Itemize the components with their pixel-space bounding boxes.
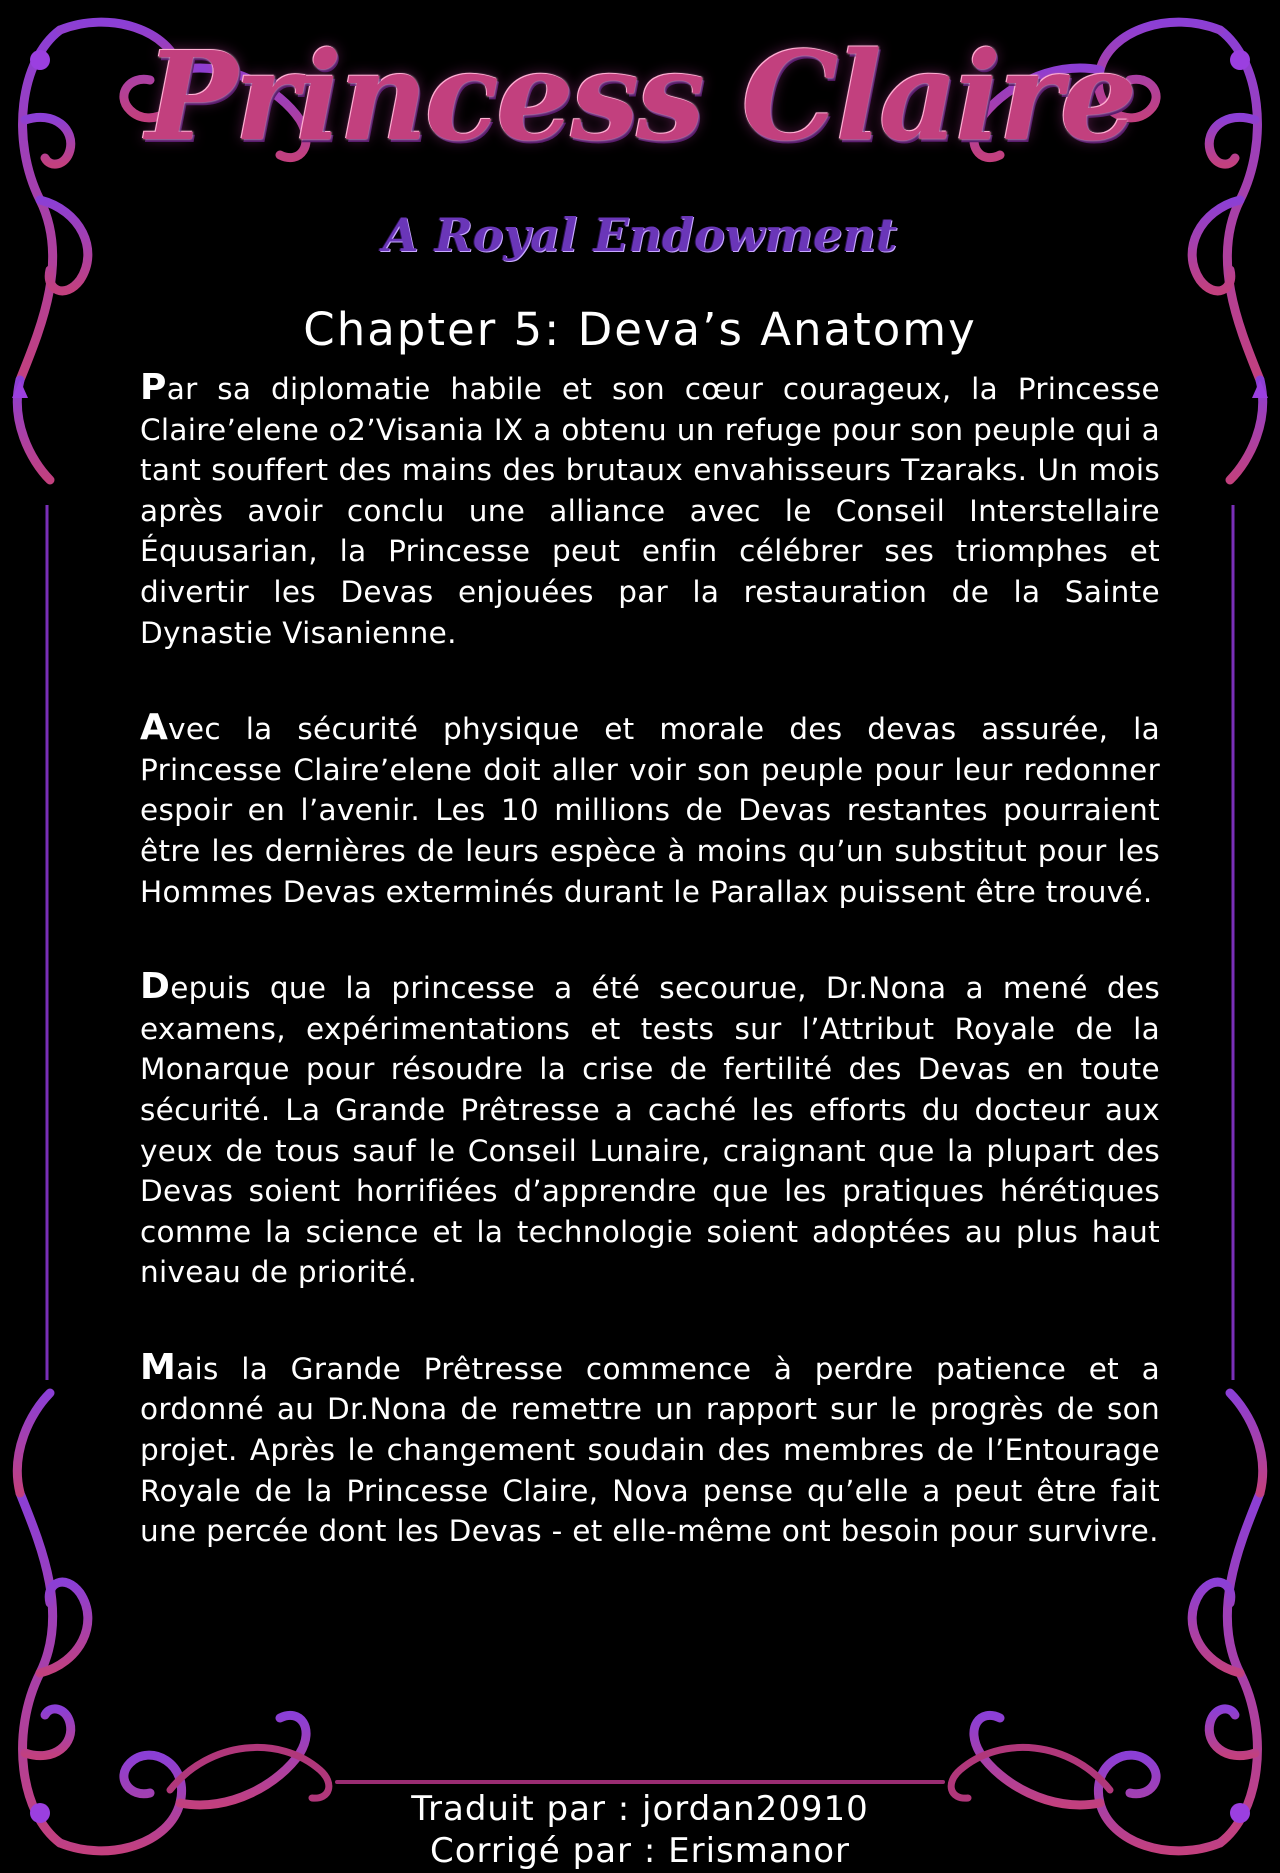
- chapter-title: Chapter 5: Deva’s Anatomy: [303, 303, 977, 356]
- proofreader-credit: Corrigé par : Erismanor: [429, 1831, 851, 1871]
- story-synopsis: [140, 368, 1160, 1607]
- series-subtitle: A Royal Endowment: [382, 208, 898, 262]
- paragraph-2: [140, 708, 1160, 912]
- paragraph-3: [140, 967, 1160, 1293]
- drop-cap: P: [140, 367, 167, 408]
- paragraph-4: [140, 1348, 1160, 1552]
- paragraph-text: ar sa diplomatie habile et son cœur courageux, la Princesse Claire’elene o2’Visania IX a obtenu un refuge pour son peuple qui a tant souffert des mains des brutaux envahisseurs Tzaraks. Un mois après avoir conclu une alliance avec le Conseil Interstellaire Équusarian, la Princesse peut enfin célébrer ses triomphes et divertir les Devas enjouées par la restauration de la Sainte Dynastie Visanienne.: [140, 372, 1160, 650]
- drop-cap: D: [140, 966, 171, 1008]
- credits-divider: [335, 1780, 945, 1784]
- paragraph-1: [140, 368, 1160, 653]
- drop-cap: M: [140, 1346, 177, 1388]
- series-title: Princess Claire: [145, 24, 1135, 168]
- drop-cap: A: [140, 707, 169, 749]
- paragraph-text: ais la Grande Prêtresse commence à perdre patience et a ordonné au Dr.Nona de remettre un rapport sur le progrès de son projet. Après le changement soudain des membres de l’Entourage Royale de la Princesse Claire, Nova pense qu’elle a peut être fait une percée dont les Devas - et elle-même ont besoin pour survivre.: [140, 1351, 1160, 1549]
- translator-credit: Traduit par : jordan20910: [411, 1789, 869, 1829]
- paragraph-text: vec la sécurité physique et morale des devas assurée, la Princesse Claire’elene doit aller voir son peuple pour leur redonner espoir en l’avenir. Les 10 millions de Devas restantes pourraient être les dernières de leurs espèce à moins qu’un substitut pour les Hommes Devas exterminés durant le Parallax puissent être trouvé.: [140, 712, 1160, 909]
- credits-block: [0, 1788, 1280, 1872]
- title-banner: [0, 0, 1280, 300]
- paragraph-text: epuis que la princesse a été secourue, Dr.Nona a mené des examens, expérimentations et tests sur l’Attribut Royale de la Monarque pour résoudre la crise de fertilité des Devas en toute sécurité. La Grande Prêtresse a caché les efforts du docteur aux yeux de tous sauf le Conseil Lunaire, craignant que la plupart des Devas soient horrifiées d’apprendre que les pratiques hérétiques comme la science et la technologie soient adoptées au plus haut niveau de priorité.: [140, 971, 1160, 1290]
